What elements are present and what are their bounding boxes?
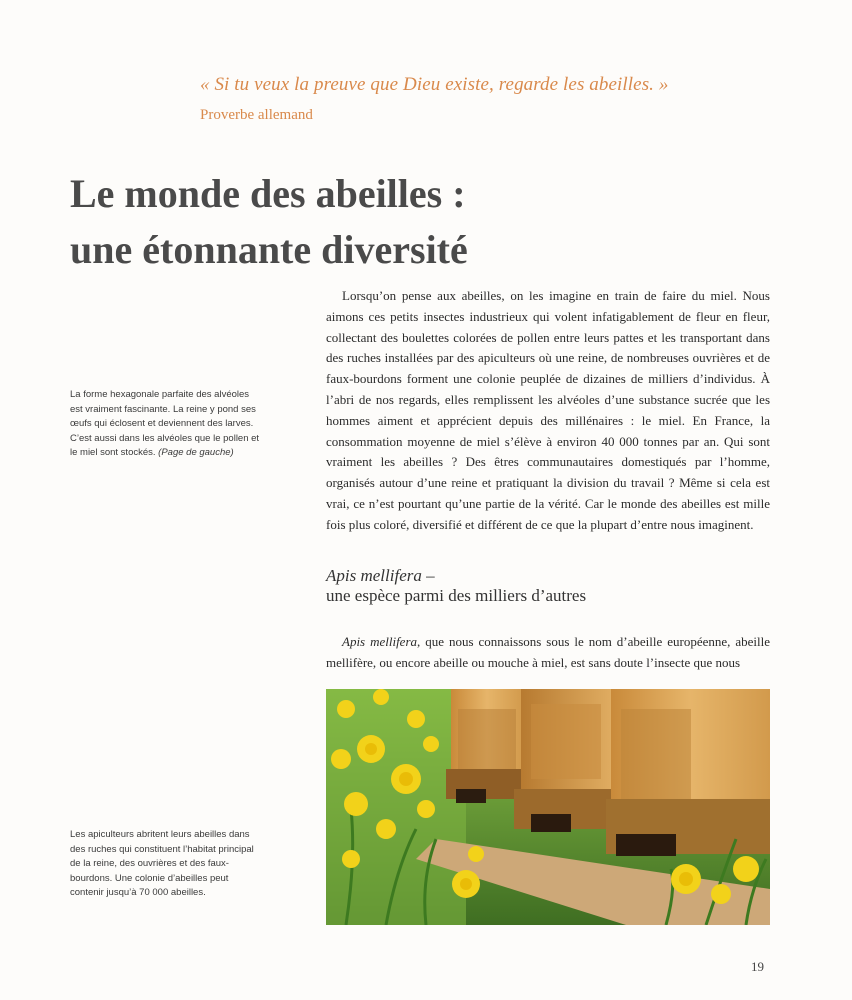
caption-honeycomb-text: La forme hexagonale parfaite des alvéoles est vraiment fascinante. La reine y pond ses œufs qui éclosent et deviennent des larves. C’est aussi dans les alvéoles que le pollen et le miel sont stockés. — [70, 389, 260, 458]
body-paragraph-2 — [326, 632, 770, 674]
paragraph-2-text: , que nous connaissons sous le nom d’abeille européenne, abeille mellifère, ou encore abeille ou mouche à miel, est sans doute l’insecte que nous — [326, 634, 770, 670]
epigraph-source: Proverbe allemand — [200, 107, 313, 123]
page-number: 19 — [751, 959, 764, 974]
body-paragraph-1: Lorsqu’on pense aux abeilles, on les imagine en train de faire du miel. Nous aimons ces petits insectes industrieux qui volent infatigablement de fleur en fleur, collectant des boulettes colorées de pollen entre leurs pattes et les transportant dans des ruches installées par des apiculteurs où une reine, de nombreuses ouvrières et de faux-bourdons forment une colonie peuplée de dizaines de milliers d’individus. À l’abri de nos regards, elles remplissent les alvéoles d’une substance sucrée que les hommes aiment et apprécient depuis des millénaires : le miel. En France, la consommation moyenne de miel s’élève à environ 40 000 tonnes par an. Qui sont vraiment les abeilles ? Des êtres communautaires domestiqués par l’homme, organisés autour d’une reine et pratiquant la division du travail ? Même si cela est vrai, ce n’est pourtant qu’une partie de la vérité. Car le monde des abeilles est mille fois plus coloré, diversifié et différent de ce que la plupart d’entre nous imaginent. — [326, 288, 770, 532]
beehives-illustration — [326, 689, 770, 925]
subheading-rest: une espèce parmi des milliers d’autres — [326, 586, 587, 605]
title-line-2: une étonnante diversité — [70, 227, 468, 272]
page-title — [70, 166, 630, 278]
caption-honeycomb-ref: (Page de gauche) — [158, 447, 234, 458]
subheading-species: Apis mellifera – — [326, 566, 435, 585]
section-subheading — [326, 566, 770, 606]
species-name: Apis mellifera — [342, 634, 418, 649]
beehives-photo — [326, 689, 770, 925]
caption-honeycomb — [70, 388, 260, 461]
caption-beehives: Les apiculteurs abritent leurs abeilles dans des ruches qui constituent l’habitat principal de la reine, des ouvrières et des faux-bourdons. Une colonie d’abeilles peut contenir jusqu’à 70 000 abeilles. — [70, 829, 254, 898]
title-line-1: Le monde des abeilles : — [70, 171, 466, 216]
epigraph-quote: « Si tu veux la preuve que Dieu existe, regarde les abeilles. » — [200, 74, 669, 95]
